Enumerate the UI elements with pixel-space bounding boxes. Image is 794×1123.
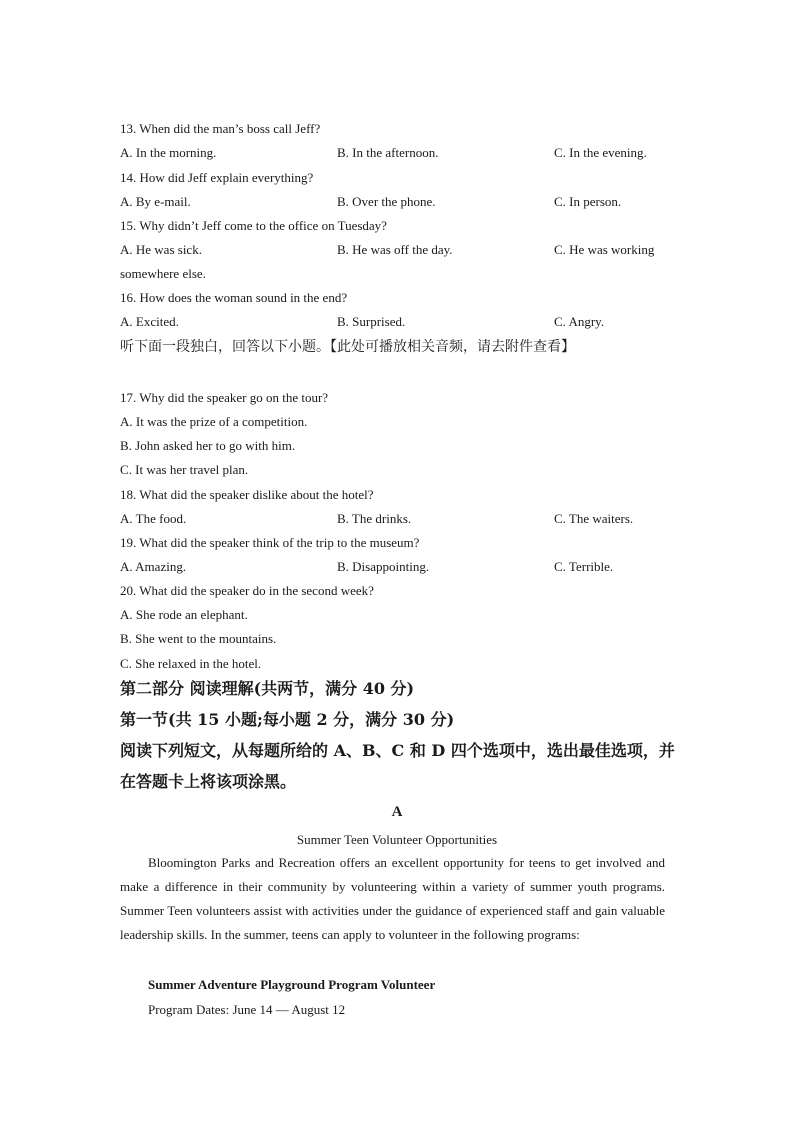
q17-option-a: A. It was the prize of a competition.: [120, 414, 308, 429]
passage-letter: A: [391, 804, 403, 820]
question-13: 13. When did the man’s boss call Jeff?: [120, 121, 321, 136]
q15-option-a: A. He was sick.: [120, 242, 202, 257]
q19-option-b: B. Disappointing.: [337, 559, 430, 574]
reading-instruction-line-2: 在答题卡上将该项涂黑。: [120, 772, 297, 791]
reading-instruction-line-1: 阅读下列短文，从每题所给的 A、B、C 和 D 四个选项中，选出最佳选项，并: [120, 741, 675, 760]
q13-option-a: A. In the morning.: [120, 145, 217, 160]
section-2-title: 第二部分 阅读理解(共两节，满分 40 分): [120, 679, 415, 698]
question-15: 15. Why didn’t Jeff come to the office on Tuesday?: [120, 218, 387, 233]
q14-option-b: B. Over the phone.: [337, 194, 436, 209]
q13-option-b: B. In the afternoon.: [337, 145, 439, 160]
q14-option-c: C. In person.: [554, 194, 622, 209]
monologue-instruction: 听下面一段独白，回答以下小题。【此处可播放相关音频，请去附件查看】: [120, 339, 575, 355]
program-dates: Program Dates: June 14 — August 12: [148, 1002, 346, 1017]
q15-option-c-continued: somewhere else.: [120, 266, 206, 281]
q20-option-a: A. She rode an elephant.: [120, 607, 248, 622]
q17-option-c: C. It was her travel plan.: [120, 462, 249, 477]
passage-body: [120, 851, 665, 947]
q18-option-c: C. The waiters.: [554, 511, 634, 526]
passage-title: Summer Teen Volunteer Opportunities: [296, 832, 498, 847]
q16-option-c: C. Angry.: [554, 314, 605, 329]
q15-option-c: C. He was working: [554, 242, 655, 257]
question-18: 18. What did the speaker dislike about the hotel?: [120, 487, 374, 502]
question-16: 16. How does the woman sound in the end?: [120, 290, 348, 305]
passage-paragraph: Bloomington Parks and Recreation offers an excellent opportunity for teens to get involved and make a difference in their community by volunteering within a variety of summer youth programs. Summer Teen volunteers assist with activities under the guidance of experienced staff and gain valuable leadership skills. In the summer, teens can apply to volunteer in the following programs:: [120, 855, 665, 942]
question-19: 19. What did the speaker think of the trip to the museum?: [120, 535, 420, 550]
q15-option-b: B. He was off the day.: [337, 242, 453, 257]
q19-option-a: A. Amazing.: [120, 559, 187, 574]
question-17: 17. Why did the speaker go on the tour?: [120, 390, 329, 405]
q16-option-b: B. Surprised.: [337, 314, 406, 329]
q17-option-b: B. John asked her to go with him.: [120, 438, 296, 453]
section-2-subtitle: 第一节(共 15 小题;每小题 2 分，满分 30 分): [120, 710, 455, 729]
program-heading: Summer Adventure Playground Program Volunteer: [148, 977, 436, 992]
q14-option-a: A. By e-mail.: [120, 194, 191, 209]
question-14: 14. How did Jeff explain everything?: [120, 170, 314, 185]
q20-option-c: C. She relaxed in the hotel.: [120, 656, 262, 671]
q20-option-b: B. She went to the mountains.: [120, 631, 277, 646]
q13-option-c: C. In the evening.: [554, 145, 647, 160]
q16-option-a: A. Excited.: [120, 314, 179, 329]
q18-option-b: B. The drinks.: [337, 511, 412, 526]
q19-option-c: C. Terrible.: [554, 559, 614, 574]
q18-option-a: A. The food.: [120, 511, 187, 526]
question-20: 20. What did the speaker do in the second week?: [120, 583, 374, 598]
